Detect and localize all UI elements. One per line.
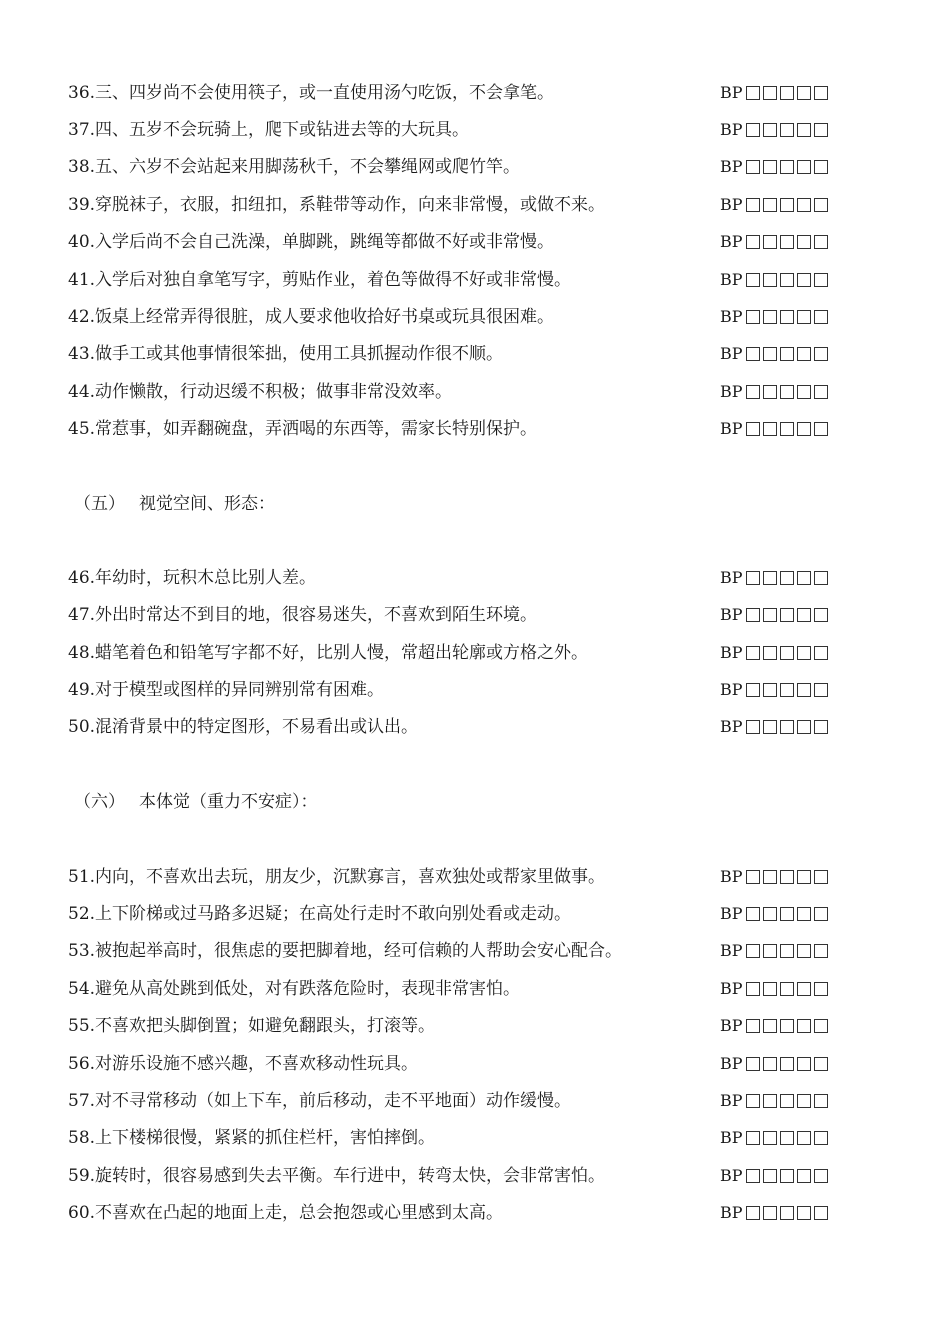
question-row — [68, 675, 838, 705]
rating-checkbox[interactable] — [797, 907, 811, 921]
rating-checkbox[interactable] — [814, 198, 828, 212]
rating-checkbox[interactable] — [746, 608, 760, 622]
section-number: （六） — [74, 792, 125, 812]
question-row — [68, 414, 838, 444]
section-heading-6 — [74, 787, 318, 817]
rating-checkbox[interactable] — [746, 385, 760, 399]
rating-checkbox[interactable] — [797, 198, 811, 212]
rating-checkbox[interactable] — [814, 385, 828, 399]
question-text: 38.五、六岁不会站起来用脚荡秋千，不会攀绳网或爬竹竿。 — [68, 157, 521, 177]
rating-checkbox[interactable] — [797, 571, 811, 585]
rating-checkbox[interactable] — [814, 235, 828, 249]
rating-checkbox[interactable] — [814, 870, 828, 884]
question-text: 41.入学后对独自拿笔写字，剪贴作业，着色等做得不好或非常慢。 — [68, 270, 572, 290]
question-text: 44.动作懒散，行动迟缓不积极；做事非常没效率。 — [68, 382, 453, 402]
rating-boxes — [720, 339, 828, 369]
bp-label: BP — [720, 1128, 743, 1147]
rating-boxes — [720, 414, 828, 444]
rating-boxes — [720, 974, 828, 1004]
rating-checkbox[interactable] — [814, 1057, 828, 1071]
rating-checkbox[interactable] — [763, 160, 777, 174]
rating-checkbox[interactable] — [763, 1019, 777, 1033]
question-row — [68, 712, 838, 742]
rating-checkbox[interactable] — [797, 385, 811, 399]
rating-checkbox[interactable] — [797, 273, 811, 287]
bp-label: BP — [720, 344, 743, 363]
rating-checkbox[interactable] — [763, 1094, 777, 1108]
bp-label: BP — [720, 382, 743, 401]
bp-label: BP — [720, 568, 743, 587]
rating-boxes — [720, 227, 828, 257]
rating-checkbox[interactable] — [780, 720, 794, 734]
rating-checkbox[interactable] — [797, 870, 811, 884]
bp-label: BP — [720, 1016, 743, 1035]
rating-checkbox[interactable] — [763, 422, 777, 436]
question-text: 54.避免从高处跳到低处，对有跌落危险时，表现非常害怕。 — [68, 979, 521, 999]
section-title: 视觉空间、形态： — [139, 494, 275, 514]
question-text: 52.上下阶梯或过马路多迟疑；在高处行走时不敢向别处看或走动。 — [68, 904, 572, 924]
bp-label: BP — [720, 941, 743, 960]
rating-checkbox[interactable] — [780, 385, 794, 399]
rating-checkbox[interactable] — [797, 1206, 811, 1220]
question-row — [68, 339, 838, 369]
rating-boxes — [720, 1161, 828, 1191]
bp-label: BP — [720, 307, 743, 326]
rating-checkbox[interactable] — [763, 608, 777, 622]
bp-label: BP — [720, 232, 743, 251]
rating-checkbox[interactable] — [797, 608, 811, 622]
bp-label: BP — [720, 83, 743, 102]
rating-checkbox[interactable] — [780, 1094, 794, 1108]
rating-checkbox[interactable] — [814, 944, 828, 958]
rating-boxes — [720, 1011, 828, 1041]
rating-checkbox[interactable] — [763, 1131, 777, 1145]
rating-checkbox[interactable] — [780, 273, 794, 287]
rating-checkbox[interactable] — [746, 1019, 760, 1033]
rating-checkbox[interactable] — [763, 198, 777, 212]
rating-checkbox[interactable] — [814, 347, 828, 361]
rating-checkbox[interactable] — [763, 1169, 777, 1183]
question-text: 46.年幼时，玩积木总比别人差。 — [68, 568, 317, 588]
rating-checkbox[interactable] — [797, 1131, 811, 1145]
question-row — [68, 302, 838, 332]
rating-checkbox[interactable] — [780, 870, 794, 884]
section-title: 本体觉（重力不安症）： — [139, 792, 318, 812]
rating-boxes — [720, 638, 828, 668]
rating-checkbox[interactable] — [746, 1094, 760, 1108]
question-text: 37.四、五岁不会玩骑上，爬下或钻进去等的大玩具。 — [68, 120, 470, 140]
rating-checkbox[interactable] — [797, 944, 811, 958]
rating-checkbox[interactable] — [797, 646, 811, 660]
rating-checkbox[interactable] — [797, 310, 811, 324]
rating-checkbox[interactable] — [780, 646, 794, 660]
question-row — [68, 227, 838, 257]
rating-checkbox[interactable] — [797, 683, 811, 697]
question-row — [68, 1123, 838, 1153]
question-row — [68, 600, 838, 630]
bp-label: BP — [720, 1166, 743, 1185]
rating-checkbox[interactable] — [780, 347, 794, 361]
rating-checkbox[interactable] — [780, 1131, 794, 1145]
question-text: 56.对游乐设施不感兴趣，不喜欢移动性玩具。 — [68, 1054, 419, 1074]
rating-checkbox[interactable] — [797, 1094, 811, 1108]
bp-label: BP — [720, 1091, 743, 1110]
rating-checkbox[interactable] — [780, 86, 794, 100]
rating-checkbox[interactable] — [746, 1206, 760, 1220]
rating-checkbox[interactable] — [746, 982, 760, 996]
rating-checkbox[interactable] — [763, 86, 777, 100]
rating-checkbox[interactable] — [797, 235, 811, 249]
rating-boxes — [720, 1086, 828, 1116]
rating-checkbox[interactable] — [746, 123, 760, 137]
rating-boxes — [720, 302, 828, 332]
question-text: 40.入学后尚不会自己洗澡，单脚跳，跳绳等都做不好或非常慢。 — [68, 232, 555, 252]
section-heading-5 — [74, 489, 275, 519]
rating-checkbox[interactable] — [746, 235, 760, 249]
rating-checkbox[interactable] — [763, 385, 777, 399]
rating-checkbox[interactable] — [763, 571, 777, 585]
question-text: 47.外出时常达不到目的地，很容易迷失，不喜欢到陌生环境。 — [68, 605, 538, 625]
rating-checkbox[interactable] — [814, 571, 828, 585]
question-text: 59.旋转时，很容易感到失去平衡。车行进中，转弯太快，会非常害怕。 — [68, 1166, 606, 1186]
rating-boxes — [720, 675, 828, 705]
rating-boxes — [720, 1123, 828, 1153]
question-row — [68, 1049, 838, 1079]
rating-checkbox[interactable] — [814, 608, 828, 622]
question-text: 53.被抱起举高时，很焦虑的要把脚着地，经可信赖的人帮助会安心配合。 — [68, 941, 623, 961]
section-number: （五） — [74, 494, 125, 514]
rating-checkbox[interactable] — [763, 123, 777, 137]
bp-label: BP — [720, 979, 743, 998]
bp-label: BP — [720, 680, 743, 699]
question-text: 55.不喜欢把头脚倒置；如避免翻跟头，打滚等。 — [68, 1016, 436, 1036]
question-text: 58.上下楼梯很慢，紧紧的抓住栏杆，害怕摔倒。 — [68, 1128, 436, 1148]
bp-label: BP — [720, 1203, 743, 1222]
question-text: 39.穿脱袜子，衣服，扣纽扣，系鞋带等动作，向来非常慢，或做不来。 — [68, 195, 606, 215]
rating-checkbox[interactable] — [814, 273, 828, 287]
rating-checkbox[interactable] — [763, 347, 777, 361]
question-row — [68, 115, 838, 145]
rating-checkbox[interactable] — [780, 422, 794, 436]
rating-checkbox[interactable] — [780, 683, 794, 697]
rating-checkbox[interactable] — [797, 720, 811, 734]
rating-checkbox[interactable] — [763, 944, 777, 958]
rating-checkbox[interactable] — [780, 982, 794, 996]
rating-checkbox[interactable] — [746, 907, 760, 921]
rating-checkbox[interactable] — [763, 310, 777, 324]
question-text: 43.做手工或其他事情很笨拙，使用工具抓握动作很不顺。 — [68, 344, 504, 364]
rating-checkbox[interactable] — [746, 422, 760, 436]
rating-checkbox[interactable] — [797, 160, 811, 174]
question-row — [68, 265, 838, 295]
question-row — [68, 1161, 838, 1191]
rating-checkbox[interactable] — [814, 1169, 828, 1183]
rating-checkbox[interactable] — [746, 86, 760, 100]
question-row — [68, 377, 838, 407]
bp-label: BP — [720, 195, 743, 214]
question-text: 45.常惹事，如弄翻碗盘，弄洒喝的东西等，需家长特别保护。 — [68, 419, 538, 439]
rating-checkbox[interactable] — [763, 683, 777, 697]
rating-checkbox[interactable] — [746, 870, 760, 884]
rating-checkbox[interactable] — [763, 720, 777, 734]
rating-checkbox[interactable] — [797, 982, 811, 996]
bp-label: BP — [720, 270, 743, 289]
question-row — [68, 974, 838, 1004]
rating-checkbox[interactable] — [814, 123, 828, 137]
rating-checkbox[interactable] — [763, 273, 777, 287]
rating-checkbox[interactable] — [797, 1019, 811, 1033]
rating-checkbox[interactable] — [814, 310, 828, 324]
question-row — [68, 563, 838, 593]
rating-checkbox[interactable] — [780, 1169, 794, 1183]
question-text: 49.对于模型或图样的异同辨别常有困难。 — [68, 680, 385, 700]
rating-checkbox[interactable] — [746, 347, 760, 361]
rating-boxes — [720, 78, 828, 108]
rating-checkbox[interactable] — [797, 86, 811, 100]
rating-checkbox[interactable] — [797, 123, 811, 137]
rating-boxes — [720, 563, 828, 593]
rating-boxes — [720, 190, 828, 220]
bp-label: BP — [720, 120, 743, 139]
bp-label: BP — [720, 904, 743, 923]
question-text: 50.混淆背景中的特定图形，不易看出或认出。 — [68, 717, 419, 737]
rating-checkbox[interactable] — [746, 683, 760, 697]
rating-checkbox[interactable] — [814, 720, 828, 734]
rating-checkbox[interactable] — [746, 646, 760, 660]
question-row — [68, 1086, 838, 1116]
question-row — [68, 638, 838, 668]
question-row — [68, 78, 838, 108]
question-text: 57.对不寻常移动（如上下车，前后移动，走不平地面）动作缓慢。 — [68, 1091, 572, 1111]
rating-checkbox[interactable] — [763, 907, 777, 921]
rating-checkbox[interactable] — [763, 235, 777, 249]
rating-checkbox[interactable] — [780, 1019, 794, 1033]
rating-checkbox[interactable] — [763, 646, 777, 660]
rating-boxes — [720, 862, 828, 892]
rating-checkbox[interactable] — [780, 571, 794, 585]
bp-label: BP — [720, 643, 743, 662]
bp-label: BP — [720, 419, 743, 438]
rating-boxes — [720, 936, 828, 966]
rating-checkbox[interactable] — [780, 123, 794, 137]
rating-boxes — [720, 265, 828, 295]
question-text: 42.饭桌上经常弄得很脏，成人要求他收拾好书桌或玩具很困难。 — [68, 307, 555, 327]
rating-checkbox[interactable] — [797, 1057, 811, 1071]
rating-checkbox[interactable] — [797, 347, 811, 361]
question-row — [68, 899, 838, 929]
rating-checkbox[interactable] — [746, 1131, 760, 1145]
question-row — [68, 1198, 838, 1228]
rating-boxes — [720, 600, 828, 630]
rating-checkbox[interactable] — [763, 1057, 777, 1071]
rating-checkbox[interactable] — [746, 1057, 760, 1071]
rating-checkbox[interactable] — [814, 683, 828, 697]
rating-boxes — [720, 899, 828, 929]
question-row — [68, 1011, 838, 1041]
rating-checkbox[interactable] — [780, 235, 794, 249]
rating-checkbox[interactable] — [780, 1057, 794, 1071]
rating-checkbox[interactable] — [763, 870, 777, 884]
rating-checkbox[interactable] — [746, 571, 760, 585]
rating-checkbox[interactable] — [780, 198, 794, 212]
rating-checkbox[interactable] — [780, 310, 794, 324]
rating-checkbox[interactable] — [746, 944, 760, 958]
rating-checkbox[interactable] — [814, 1094, 828, 1108]
rating-checkbox[interactable] — [763, 982, 777, 996]
rating-boxes — [720, 377, 828, 407]
rating-checkbox[interactable] — [763, 1206, 777, 1220]
rating-checkbox[interactable] — [797, 422, 811, 436]
rating-checkbox[interactable] — [746, 1169, 760, 1183]
question-text: 48.蜡笔着色和铅笔写字都不好，比别人慢，常超出轮廓或方格之外。 — [68, 643, 589, 663]
rating-checkbox[interactable] — [814, 907, 828, 921]
question-row — [68, 936, 838, 966]
bp-label: BP — [720, 867, 743, 886]
rating-checkbox[interactable] — [746, 720, 760, 734]
rating-checkbox[interactable] — [746, 198, 760, 212]
question-text: 36.三、四岁尚不会使用筷子，或一直使用汤勺吃饭，不会拿笔。 — [68, 83, 555, 103]
bp-label: BP — [720, 157, 743, 176]
rating-checkbox[interactable] — [780, 944, 794, 958]
rating-checkbox[interactable] — [814, 160, 828, 174]
rating-checkbox[interactable] — [814, 1019, 828, 1033]
rating-checkbox[interactable] — [746, 310, 760, 324]
bp-label: BP — [720, 605, 743, 624]
rating-boxes — [720, 152, 828, 182]
rating-checkbox[interactable] — [780, 160, 794, 174]
rating-boxes — [720, 115, 828, 145]
question-row — [68, 190, 838, 220]
question-row — [68, 862, 838, 892]
rating-checkbox[interactable] — [814, 1206, 828, 1220]
bp-label: BP — [720, 1054, 743, 1073]
question-row — [68, 152, 838, 182]
rating-checkbox[interactable] — [814, 86, 828, 100]
rating-checkbox[interactable] — [814, 646, 828, 660]
rating-checkbox[interactable] — [814, 982, 828, 996]
rating-checkbox[interactable] — [780, 608, 794, 622]
rating-checkbox[interactable] — [780, 907, 794, 921]
rating-boxes — [720, 1049, 828, 1079]
question-text: 51.内向，不喜欢出去玩，朋友少，沉默寡言，喜欢独处或帮家里做事。 — [68, 867, 606, 887]
rating-checkbox[interactable] — [797, 1169, 811, 1183]
rating-checkbox[interactable] — [746, 160, 760, 174]
rating-boxes — [720, 712, 828, 742]
rating-checkbox[interactable] — [780, 1206, 794, 1220]
rating-checkbox[interactable] — [814, 422, 828, 436]
bp-label: BP — [720, 717, 743, 736]
rating-checkbox[interactable] — [746, 273, 760, 287]
rating-checkbox[interactable] — [814, 1131, 828, 1145]
question-text: 60.不喜欢在凸起的地面上走，总会抱怨或心里感到太高。 — [68, 1203, 504, 1223]
rating-boxes — [720, 1198, 828, 1228]
